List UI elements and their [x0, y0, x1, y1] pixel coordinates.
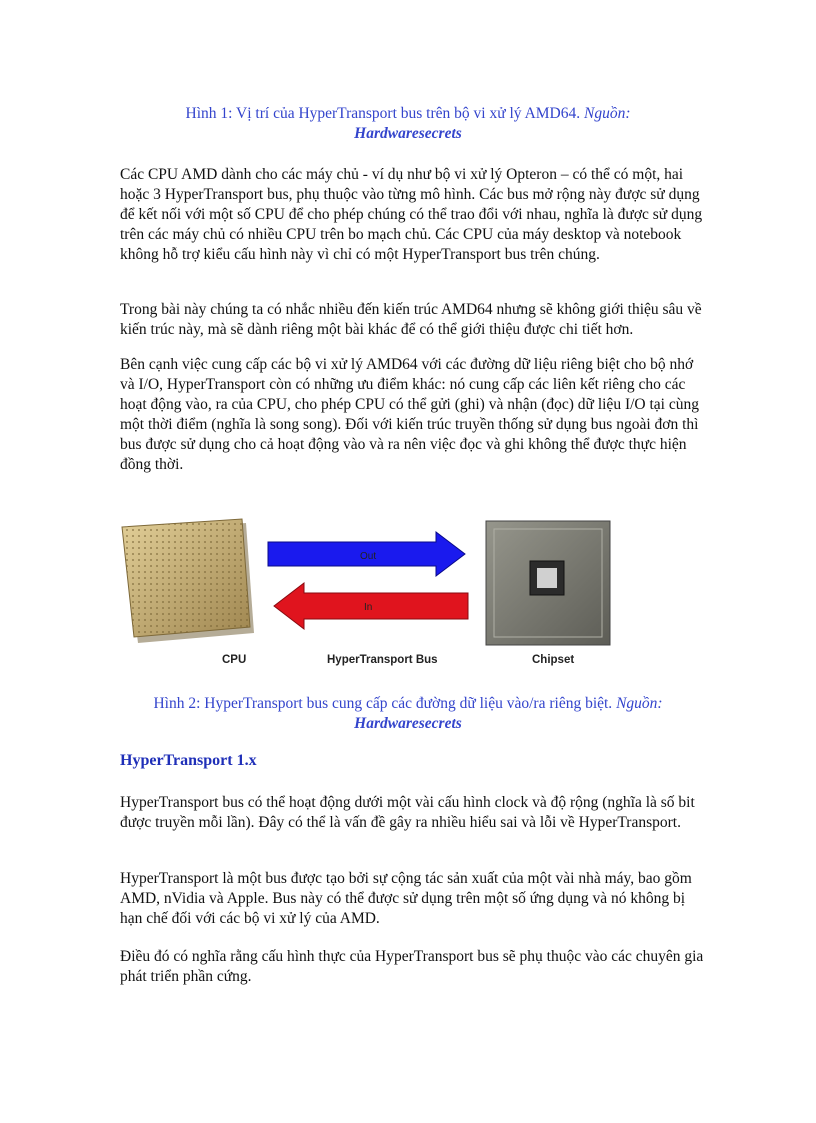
caption-2-text: Hình 2: HyperTransport bus cung cấp các đường dữ liệu vào/ra riêng biệt. — [153, 695, 613, 712]
caption-1-source-site: Hardwaresecrets — [354, 125, 462, 142]
caption-1-source-label: Nguồn: — [583, 105, 631, 122]
chipset-label: Chipset — [532, 654, 575, 666]
in-label: In — [364, 602, 373, 613]
out-label: Out — [360, 551, 377, 562]
bus-label: HyperTransport Bus — [327, 654, 438, 666]
paragraph-2: Trong bài này chúng ta có nhắc nhiều đến kiến trúc AMD64 nhưng sẽ không giới thiệu sâu về kiến trúc này, mà sẽ dành riêng một bài khác để có thể giới thiệu được chi tiết hơn. — [120, 301, 702, 338]
paragraph-1: Các CPU AMD dành cho các máy chủ - ví dụ như bộ vi xử lý Opteron – có thể có một, hai hoặc 3 HyperTransport bus, phụ thuộc vào từng mô hình. Các bus mở rộng này được sử dụng để kết nối với một số CPU để cho phép chúng có thể trao đổi với nhau, nghĩa là được sử dụng trên các máy chủ có nhiều CPU trên bo mạch chủ. Các CPU của máy desktop và notebook không hỗ trợ kiểu cấu hình này vì chỉ có một HyperTransport bus trên chúng. — [120, 166, 703, 263]
figure-1-caption — [118, 104, 698, 144]
chipset-image — [486, 521, 610, 645]
caption-1-text: Hình 1: Vị trí của HyperTransport bus trên bộ vi xử lý AMD64. — [185, 105, 581, 122]
paragraph-6: Điều đó có nghĩa rằng cấu hình thực của HyperTransport bus sẽ phụ thuộc vào các chuyên gia phát triển phần cứng. — [120, 948, 704, 985]
cpu-label: CPU — [222, 654, 247, 666]
figure-2-caption — [118, 694, 698, 734]
hypertransport-figure — [118, 515, 618, 675]
hypertransport-diagram — [118, 515, 618, 675]
paragraph-5: HyperTransport là một bus được tạo bởi sự cộng tác sản xuất của một vài nhà máy, bao gồm AMD, nVidia và Apple. Bus này có thể được sử dụng trên một số ứng dụng và nó không bị hạn chế đối với các bộ vi xử lý của AMD. — [120, 870, 692, 927]
paragraph-3: Bên cạnh việc cung cấp các bộ vi xử lý AMD64 với các đường dữ liệu riêng biệt cho bộ nhớ và I/O, HyperTransport còn có những ưu điểm khác: nó cung cấp các liên kết riêng cho các hoạt động vào, ra của CPU, cho phép CPU có thể gửi (ghi) và nhận (đọc) dữ liệu I/O tại cùng một thời điểm (nghĩa là song song). Đối với kiến trúc truyền thống sử dụng bus ngoài đơn thì bus được sử dụng cho cả hoạt động vào và ra nên việc đọc và ghi không thể được thực hiện đồng thời. — [120, 356, 699, 473]
section-heading: HyperTransport 1.x — [120, 752, 257, 769]
paragraph-4: HyperTransport bus có thể hoạt động dưới một vài cấu hình clock và độ rộng (nghĩa là số bit được truyền mỗi lần). Đây có thể là vấn đề gây ra nhiều hiểu sai và lỗi về HyperTransport. — [120, 794, 695, 831]
cpu-image — [122, 519, 254, 643]
caption-2-source-site: Hardwaresecrets — [354, 715, 462, 732]
caption-2-source-label: Nguồn: — [616, 695, 663, 712]
